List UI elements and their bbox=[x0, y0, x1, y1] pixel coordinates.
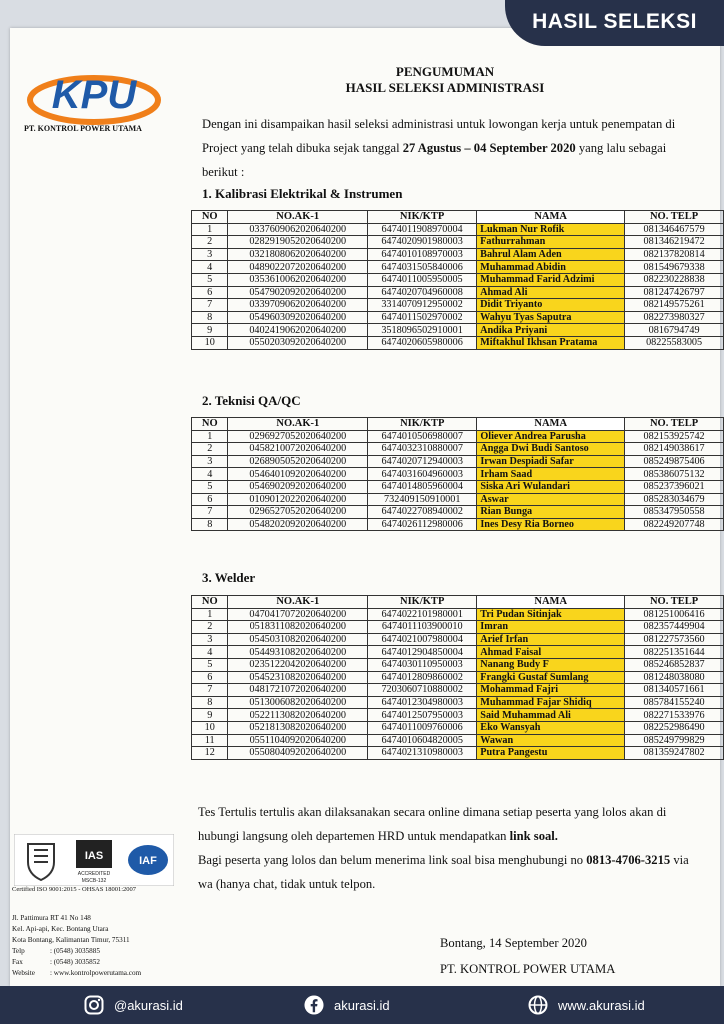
ak1-number: 0545231082020640200 bbox=[228, 671, 368, 684]
ak1-number: 0268905052020640200 bbox=[228, 455, 368, 468]
ias-accredited: ACCREDITED bbox=[77, 871, 111, 877]
intro-text-2: yang lalu sebagai berikut : bbox=[202, 141, 667, 179]
row-number: 6 bbox=[192, 493, 228, 506]
table-row bbox=[192, 633, 724, 646]
table-row bbox=[192, 443, 724, 456]
ak1-number: 0282919052020640200 bbox=[228, 236, 368, 249]
candidate-name: Imran bbox=[477, 621, 625, 634]
nik-number: 6474030110950003 bbox=[368, 658, 477, 671]
phone-number: 082271533976 bbox=[625, 709, 724, 722]
section-title: 1. Kalibrasi Elektrikal & Instrumen bbox=[202, 186, 403, 201]
ak1-number: 0296527052020640200 bbox=[228, 506, 368, 519]
phone-number: 082249207748 bbox=[625, 518, 724, 531]
phone-number: 082153925742 bbox=[625, 430, 724, 443]
candidate-name: Said Muhammad Ali bbox=[477, 709, 625, 722]
ak1-number: 0546401092020640200 bbox=[228, 468, 368, 481]
nik-number: 6474012304980003 bbox=[368, 696, 477, 709]
facebook-handle: akurasi.id bbox=[334, 997, 390, 1013]
intro-date: 27 Agustus – 04 September 2020 bbox=[402, 141, 576, 155]
candidate-name: Ahmad Ali bbox=[477, 286, 625, 299]
row-number: 7 bbox=[192, 684, 228, 697]
row-number: 2 bbox=[192, 236, 228, 249]
candidate-name: Wawan bbox=[477, 734, 625, 747]
table-row bbox=[192, 248, 724, 261]
phone-number: 081251006416 bbox=[625, 608, 724, 621]
nik-number: 6474010604820005 bbox=[368, 734, 477, 747]
address-line: Fax : (0548) 3035852 bbox=[12, 958, 100, 966]
table-row bbox=[192, 646, 724, 659]
phone-number: 085237396021 bbox=[625, 480, 724, 493]
column-header: NAMA bbox=[477, 211, 625, 224]
phone-number: 085283034679 bbox=[625, 493, 724, 506]
table-header-row bbox=[192, 596, 724, 609]
row-number: 3 bbox=[192, 633, 228, 646]
address-line: Telp : (0548) 3035885 bbox=[12, 947, 100, 955]
phone-number: 082273980327 bbox=[625, 311, 724, 324]
phone-number: 085249875406 bbox=[625, 455, 724, 468]
candidate-name: Irwan Despiadi Safar bbox=[477, 455, 625, 468]
intro-paragraph bbox=[202, 112, 692, 184]
row-number: 1 bbox=[192, 223, 228, 236]
row-number: 4 bbox=[192, 468, 228, 481]
table-row bbox=[192, 734, 724, 747]
ak1-number: 0296927052020640200 bbox=[228, 430, 368, 443]
nik-number: 6474021007980004 bbox=[368, 633, 477, 646]
candidate-name: Ahmad Faisal bbox=[477, 646, 625, 659]
table-row bbox=[192, 311, 724, 324]
phone-number: 081340571661 bbox=[625, 684, 724, 697]
ak1-number: 0551104092020640200 bbox=[228, 734, 368, 747]
ak1-number: 0544931082020640200 bbox=[228, 646, 368, 659]
candidate-name: Aswar bbox=[477, 493, 625, 506]
column-header: NO.AK-1 bbox=[228, 596, 368, 609]
nik-number: 6474022101980001 bbox=[368, 608, 477, 621]
row-number: 4 bbox=[192, 646, 228, 659]
iaf-text: IAF bbox=[139, 855, 157, 867]
ak1-number: 0513006082020640200 bbox=[228, 696, 368, 709]
ak1-number: 0550804092020640200 bbox=[228, 747, 368, 760]
candidate-name: Didit Triyanto bbox=[477, 299, 625, 312]
column-header: NO bbox=[192, 418, 228, 431]
phone-number: 085784155240 bbox=[625, 696, 724, 709]
table-row bbox=[192, 430, 724, 443]
ak1-number: 0481721072020640200 bbox=[228, 684, 368, 697]
closing-p2: Bagi peserta yang lolos dan belum menerima link soal bisa menghubungi no 0813-4706-3215 via wa (hanya chat, tidak untuk telpon. bbox=[198, 853, 689, 891]
nik-number: 6474012904850004 bbox=[368, 646, 477, 659]
hasil-seleksi-badge: HASIL SELEKSI bbox=[505, 0, 724, 46]
certification-logos bbox=[14, 834, 174, 886]
nik-number: 6474011103900010 bbox=[368, 621, 477, 634]
row-number: 4 bbox=[192, 261, 228, 274]
candidate-name: Andika Priyani bbox=[477, 324, 625, 337]
nik-number: 6474020901980003 bbox=[368, 236, 477, 249]
row-number: 5 bbox=[192, 480, 228, 493]
selection-table bbox=[191, 417, 724, 531]
candidate-name: Fathurrahman bbox=[477, 236, 625, 249]
table-row bbox=[192, 684, 724, 697]
column-header: NO. TELP bbox=[625, 596, 724, 609]
shield-icon bbox=[28, 844, 54, 880]
ias-text: IAS bbox=[84, 850, 104, 862]
nik-number: 6474010506980007 bbox=[368, 430, 477, 443]
phone-number: 085386075132 bbox=[625, 468, 724, 481]
table-row bbox=[192, 336, 724, 349]
row-number: 8 bbox=[192, 518, 228, 531]
nik-number: 6474021310980003 bbox=[368, 747, 477, 760]
candidate-name: Arief Irfan bbox=[477, 633, 625, 646]
ak1-number: 0550203092020640200 bbox=[228, 336, 368, 349]
footer-instagram[interactable] bbox=[84, 995, 183, 1015]
column-header: NO.AK-1 bbox=[228, 211, 368, 224]
table-row bbox=[192, 506, 724, 519]
nik-number: 6474031505840006 bbox=[368, 261, 477, 274]
nik-number: 6474020712940003 bbox=[368, 455, 477, 468]
candidate-name: Ines Desy Ria Borneo bbox=[477, 518, 625, 531]
table-row bbox=[192, 273, 724, 286]
phone-number: 085347950558 bbox=[625, 506, 724, 519]
row-number: 6 bbox=[192, 286, 228, 299]
table-row bbox=[192, 236, 724, 249]
title-hasil-seleksi: HASIL SELEKSI ADMINISTRASI bbox=[345, 80, 545, 95]
candidate-name: Nanang Budy F bbox=[477, 658, 625, 671]
row-number: 10 bbox=[192, 336, 228, 349]
table-row bbox=[192, 468, 724, 481]
nik-number: 6474012507950003 bbox=[368, 709, 477, 722]
row-number: 1 bbox=[192, 608, 228, 621]
candidate-name: Rian Bunga bbox=[477, 506, 625, 519]
certification-text: Certified ISO 9001:2015 - OHSAS 18001:2007 bbox=[12, 886, 137, 893]
phone-number: 081227573560 bbox=[625, 633, 724, 646]
column-header: NO bbox=[192, 211, 228, 224]
candidate-name: Lukman Nur Rofik bbox=[477, 223, 625, 236]
phone-number: 08225583005 bbox=[625, 336, 724, 349]
table-row bbox=[192, 747, 724, 760]
phone-number: 081247426797 bbox=[625, 286, 724, 299]
company-name: PT. KONTROL POWER UTAMA bbox=[24, 124, 142, 133]
table-row bbox=[192, 261, 724, 274]
footer-website[interactable] bbox=[528, 995, 645, 1015]
row-number: 8 bbox=[192, 311, 228, 324]
column-header: NIK/KTP bbox=[368, 211, 477, 224]
address-line: Jl. Pattimura RT 41 No 148 bbox=[12, 914, 91, 922]
ak1-number: 0548202092020640200 bbox=[228, 518, 368, 531]
row-number: 12 bbox=[192, 747, 228, 760]
row-number: 7 bbox=[192, 506, 228, 519]
footer-facebook[interactable] bbox=[304, 995, 390, 1015]
logo-text: KPU bbox=[51, 73, 137, 117]
row-number: 2 bbox=[192, 621, 228, 634]
table-row bbox=[192, 658, 724, 671]
nik-number: 6474026112980006 bbox=[368, 518, 477, 531]
phone-number: 082137820814 bbox=[625, 248, 724, 261]
row-number: 2 bbox=[192, 443, 228, 456]
company-sidebar bbox=[10, 28, 180, 986]
signature-block bbox=[440, 930, 615, 982]
column-header: NIK/KTP bbox=[368, 418, 477, 431]
address-line: Kota Bontang, Kalimantan Timur, 75311 bbox=[12, 936, 130, 944]
candidate-name: Siska Ari Wulandari bbox=[477, 480, 625, 493]
candidate-name: Muhammad Farid Adzimi bbox=[477, 273, 625, 286]
candidate-name: Tri Pudan Sitinjak bbox=[477, 608, 625, 621]
table-row bbox=[192, 608, 724, 621]
phone-number: 082251351644 bbox=[625, 646, 724, 659]
column-header: NIK/KTP bbox=[368, 596, 477, 609]
globe-icon bbox=[528, 995, 548, 1015]
nik-number: 6474010108970003 bbox=[368, 248, 477, 261]
section-title: 3. Welder bbox=[202, 570, 256, 585]
ak1-number: 0470417072020640200 bbox=[228, 608, 368, 621]
phone-number: 081549679338 bbox=[625, 261, 724, 274]
candidate-name: Bahrul Alam Aden bbox=[477, 248, 625, 261]
ak1-number: 0549603092020640200 bbox=[228, 311, 368, 324]
ak1-number: 0321808062020640200 bbox=[228, 248, 368, 261]
row-number: 11 bbox=[192, 734, 228, 747]
nik-number: 3518096502910001 bbox=[368, 324, 477, 337]
row-number: 6 bbox=[192, 671, 228, 684]
table-row bbox=[192, 324, 724, 337]
table-row bbox=[192, 286, 724, 299]
closing-p1: Tes Tertulis tertulis akan dilaksanakan secara online dimana setiap peserta yang lolos akan di hubungi langsung oleh departemen HRD untuk mendapatkan link soal. bbox=[198, 805, 667, 843]
ak1-number: 0402419062020640200 bbox=[228, 324, 368, 337]
nik-number: 732409150910001 bbox=[368, 493, 477, 506]
row-number: 7 bbox=[192, 299, 228, 312]
candidate-name: Mohammad Fajri bbox=[477, 684, 625, 697]
column-header: NO.AK-1 bbox=[228, 418, 368, 431]
table-row bbox=[192, 671, 724, 684]
ak1-number: 0109012022020640200 bbox=[228, 493, 368, 506]
column-header: NAMA bbox=[477, 418, 625, 431]
table-row bbox=[192, 223, 724, 236]
selection-table bbox=[191, 595, 724, 760]
ak1-number: 0458210072020640200 bbox=[228, 443, 368, 456]
candidate-name: Frangki Gustaf Sumlang bbox=[477, 671, 625, 684]
nik-number: 6474011502970002 bbox=[368, 311, 477, 324]
row-number: 9 bbox=[192, 324, 228, 337]
intro-text-1: Dengan ini disampaikan hasil seleksi administrasi untuk lowongan kerja untuk penempatan di Project yang telah dibuka sejak tanggal bbox=[202, 117, 676, 155]
phone-number: 082357449904 bbox=[625, 621, 724, 634]
footer-bar bbox=[0, 986, 724, 1024]
table-row bbox=[192, 518, 724, 531]
ak1-number: 0339709062020640200 bbox=[228, 299, 368, 312]
nik-number: 6474012809860002 bbox=[368, 671, 477, 684]
ak1-number: 0489022072020640200 bbox=[228, 261, 368, 274]
phone-number: 082230228838 bbox=[625, 273, 724, 286]
phone-number: 0816794749 bbox=[625, 324, 724, 337]
row-number: 9 bbox=[192, 709, 228, 722]
nik-number: 3314070912950002 bbox=[368, 299, 477, 312]
ak1-number: 0518311082020640200 bbox=[228, 621, 368, 634]
ak1-number: 0521813082020640200 bbox=[228, 721, 368, 734]
table-row bbox=[192, 696, 724, 709]
nik-number: 6474011009760006 bbox=[368, 721, 477, 734]
phone-number: 082252986490 bbox=[625, 721, 724, 734]
candidate-name: Irham Saad bbox=[477, 468, 625, 481]
ak1-number: 0547902092020640200 bbox=[228, 286, 368, 299]
candidate-name: Muhammad Abidin bbox=[477, 261, 625, 274]
table-row bbox=[192, 709, 724, 722]
candidate-name: Wahyu Tyas Saputra bbox=[477, 311, 625, 324]
row-number: 5 bbox=[192, 658, 228, 671]
sign-company: PT. KONTROL POWER UTAMA bbox=[440, 962, 616, 976]
column-header: NO. TELP bbox=[625, 418, 724, 431]
ak1-number: 0546902092020640200 bbox=[228, 480, 368, 493]
table-row bbox=[192, 299, 724, 312]
candidate-name: Oliever Andrea Parusha bbox=[477, 430, 625, 443]
section-title: 2. Teknisi QA/QC bbox=[202, 393, 301, 408]
nik-number: 6474020704960008 bbox=[368, 286, 477, 299]
table-row bbox=[192, 493, 724, 506]
facebook-icon bbox=[304, 995, 324, 1015]
column-header: NAMA bbox=[477, 596, 625, 609]
nik-number: 6474011005950005 bbox=[368, 273, 477, 286]
address-line: Kel. Api-api, Kec. Bontang Utara bbox=[12, 925, 109, 933]
table-row bbox=[192, 455, 724, 468]
table-row bbox=[192, 621, 724, 634]
candidate-name: Muhammad Fajar Shidiq bbox=[477, 696, 625, 709]
ias-code: MSCB-132 bbox=[81, 878, 107, 884]
instagram-icon bbox=[84, 995, 104, 1015]
closing-paragraph bbox=[198, 800, 698, 896]
table-header-row bbox=[192, 418, 724, 431]
nik-number: 6474014805960004 bbox=[368, 480, 477, 493]
company-address bbox=[12, 913, 187, 979]
ak1-number: 0235122042020640200 bbox=[228, 658, 368, 671]
candidate-name: Angga Dwi Budi Santoso bbox=[477, 443, 625, 456]
candidate-name: Eko Wansyah bbox=[477, 721, 625, 734]
column-header: NO. TELP bbox=[625, 211, 724, 224]
nik-number: 6474032310880007 bbox=[368, 443, 477, 456]
place-date: Bontang, 14 September 2020 bbox=[440, 936, 587, 950]
phone-number: 081346219472 bbox=[625, 236, 724, 249]
table-row bbox=[192, 480, 724, 493]
nik-number: 6474022708940002 bbox=[368, 506, 477, 519]
row-number: 10 bbox=[192, 721, 228, 734]
nik-number: 6474011908970004 bbox=[368, 223, 477, 236]
row-number: 5 bbox=[192, 273, 228, 286]
candidate-name: Putra Pangestu bbox=[477, 747, 625, 760]
phone-number: 085249799829 bbox=[625, 734, 724, 747]
row-number: 1 bbox=[192, 430, 228, 443]
ak1-number: 0353610062020640200 bbox=[228, 273, 368, 286]
column-header: NO bbox=[192, 596, 228, 609]
nik-number: 7203060710880002 bbox=[368, 684, 477, 697]
phone-number: 081359247802 bbox=[625, 747, 724, 760]
row-number: 8 bbox=[192, 696, 228, 709]
instagram-handle: @akurasi.id bbox=[114, 997, 183, 1013]
nik-number: 6474020605980006 bbox=[368, 336, 477, 349]
ak1-number: 0337609062020640200 bbox=[228, 223, 368, 236]
table-header-row bbox=[192, 211, 724, 224]
row-number: 3 bbox=[192, 248, 228, 261]
row-number: 3 bbox=[192, 455, 228, 468]
title-pengumuman: PENGUMUMAN bbox=[395, 64, 495, 79]
candidate-name: Miftakhul Ikhsan Pratama bbox=[477, 336, 625, 349]
phone-number: 082149575261 bbox=[625, 299, 724, 312]
phone-number: 081346467579 bbox=[625, 223, 724, 236]
phone-number: 081248038080 bbox=[625, 671, 724, 684]
selection-table bbox=[191, 210, 724, 350]
table-row bbox=[192, 721, 724, 734]
ak1-number: 0545031082020640200 bbox=[228, 633, 368, 646]
phone-number: 085246852837 bbox=[625, 658, 724, 671]
ak1-number: 0522113082020640200 bbox=[228, 709, 368, 722]
website-url: www.akurasi.id bbox=[558, 997, 645, 1013]
nik-number: 6474031604960003 bbox=[368, 468, 477, 481]
phone-number: 082149038617 bbox=[625, 443, 724, 456]
address-line: Website : www.kontrolpowerutama.com bbox=[12, 969, 142, 977]
